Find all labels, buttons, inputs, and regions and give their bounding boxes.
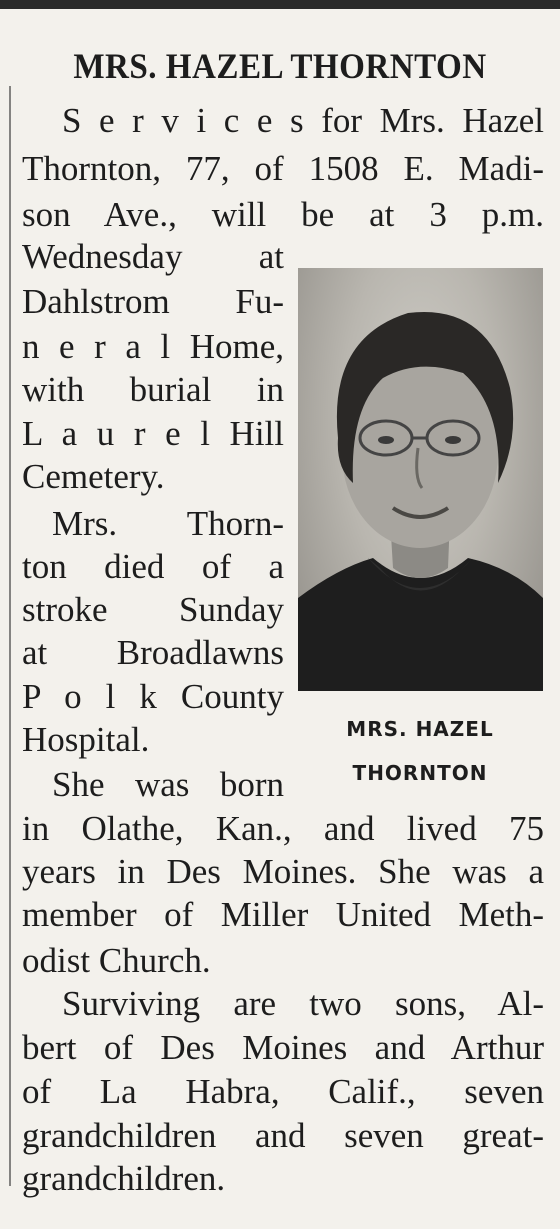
photo-caption-line: THORNTON — [352, 761, 488, 785]
body-line: in Olathe, Kan., and lived 75 — [22, 809, 544, 848]
body-line: n e r a l Home, — [22, 327, 284, 366]
headline: MRS. HAZEL THORNTON — [73, 46, 487, 86]
body-line: Dahlstrom Fu- — [22, 282, 284, 321]
portrait-photo-image — [298, 268, 543, 691]
body-line: member of Miller United Meth- — [22, 895, 544, 934]
top-rule — [0, 0, 560, 9]
portrait-photo — [298, 268, 543, 691]
body-line: She was born — [52, 765, 284, 804]
body-line: years in Des Moines. She was a — [22, 852, 544, 891]
body-line: Wednesday at — [22, 237, 284, 276]
body-line: son Ave., will be at 3 p.m. — [22, 195, 544, 234]
body-line: grandchildren. — [22, 1159, 226, 1198]
body-line: S e r v i c e s for Mrs. Hazel — [62, 101, 544, 140]
body-line: ton died of a — [22, 547, 284, 586]
body-line: with burial in — [22, 370, 284, 409]
body-line: odist Church. — [22, 941, 211, 980]
body-line: P o l k County — [22, 677, 284, 716]
body-line: stroke Sunday — [22, 590, 284, 629]
body-line: bert of Des Moines and Arthur — [22, 1028, 544, 1067]
body-line: L a u r e l Hill — [22, 414, 284, 453]
column-rule — [9, 86, 11, 1186]
body-line: of La Habra, Calif., seven — [22, 1072, 544, 1111]
body-line: Surviving are two sons, Al- — [62, 984, 544, 1023]
body-line: Hospital. — [22, 720, 150, 759]
body-line: Cemetery. — [22, 457, 165, 496]
body-line: at Broadlawns — [22, 633, 284, 672]
body-line: Mrs. Thorn- — [52, 504, 284, 543]
photo-caption-line: MRS. HAZEL — [346, 717, 494, 741]
body-line: Thornton, 77, of 1508 E. Madi- — [22, 149, 544, 188]
body-line: grandchildren and seven great- — [22, 1116, 544, 1155]
